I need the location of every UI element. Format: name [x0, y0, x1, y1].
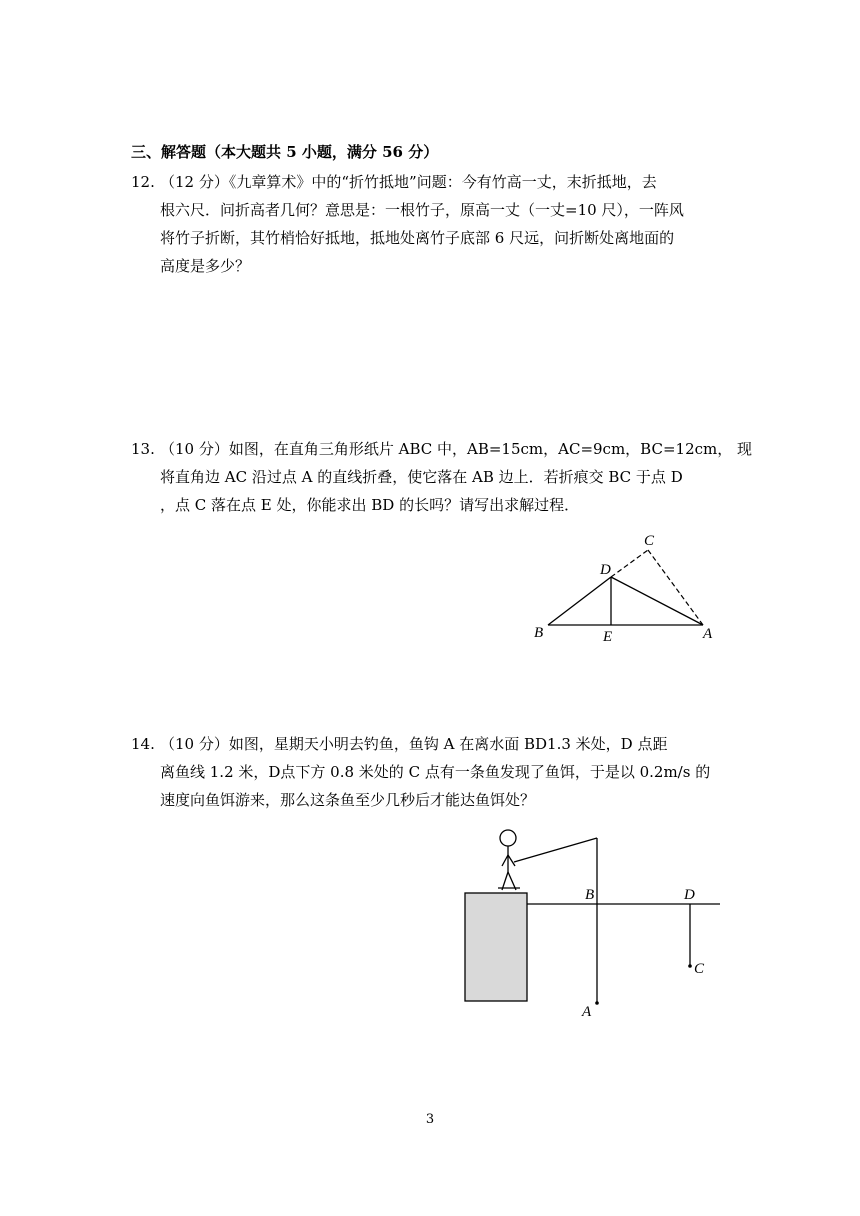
q13-triangle-figure [528, 528, 728, 648]
section-title: 三、解答题（本大题共 5 小题，满分 56 分） [131, 143, 439, 161]
q12-number: 12. [131, 173, 155, 191]
q13-line-1: （10 分）如图，在直角三角形纸片 ABC 中，AB=15cm，AC=9cm，BC=12cm， 现 [160, 440, 753, 458]
q14-label-c: C [694, 961, 705, 977]
q14-number: 14. [131, 735, 155, 753]
page-number: 3 [425, 1112, 435, 1127]
q14-label-b: B [585, 887, 595, 903]
q13-number: 13. [131, 440, 155, 458]
stick-figure [498, 830, 520, 890]
q13-label-c: C [644, 533, 655, 549]
q12-line-1: （12 分）《九章算术》中的“折竹抵地”问题：今有竹高一丈，末折抵地，去 [160, 173, 657, 191]
q14-line-2: 离鱼线 1.2 米，D点下方 0.8 米处的 C 点有一条鱼发现了鱼饵，于是以 0.2m/s 的 [160, 763, 711, 781]
q12-line-4: 高度是多少？ [160, 257, 251, 275]
q14-fishing-figure [458, 822, 738, 1022]
pier-block [465, 893, 527, 1001]
q12-line-2: 根六尺．问折高者几何？意思是：一根竹子，原高一丈（一丈=10 尺），一阵风 [160, 201, 684, 219]
q13-label-b: B [534, 625, 544, 641]
q13-label-e: E [603, 629, 613, 645]
q14-line-3: 速度向鱼饵游来，那么这条鱼至少几秒后才能达鱼饵处？ [160, 791, 536, 809]
q12-line-3: 将竹子折断，其竹梢恰好抵地，抵地处离竹子底部 6 尺远，问折断处离地面的 [160, 229, 675, 247]
q13-label-a: A [703, 626, 713, 642]
q13-line-3: ，点 C 落在点 E 处，你能求出 BD 的长吗？请写出求解过程． [160, 496, 580, 514]
q14-label-d: D [684, 887, 695, 903]
q14-line-1: （10 分）如图，星期天小明去钓鱼，鱼钩 A 在离水面 BD1.3 米处，D 点距 [160, 735, 668, 753]
q14-label-a: A [582, 1004, 592, 1020]
q13-line-2: 将直角边 AC 沿过点 A 的直线折叠，使它落在 AB 边上．若折痕交 BC 于点 D [160, 468, 683, 486]
q13-label-d: D [600, 562, 611, 578]
